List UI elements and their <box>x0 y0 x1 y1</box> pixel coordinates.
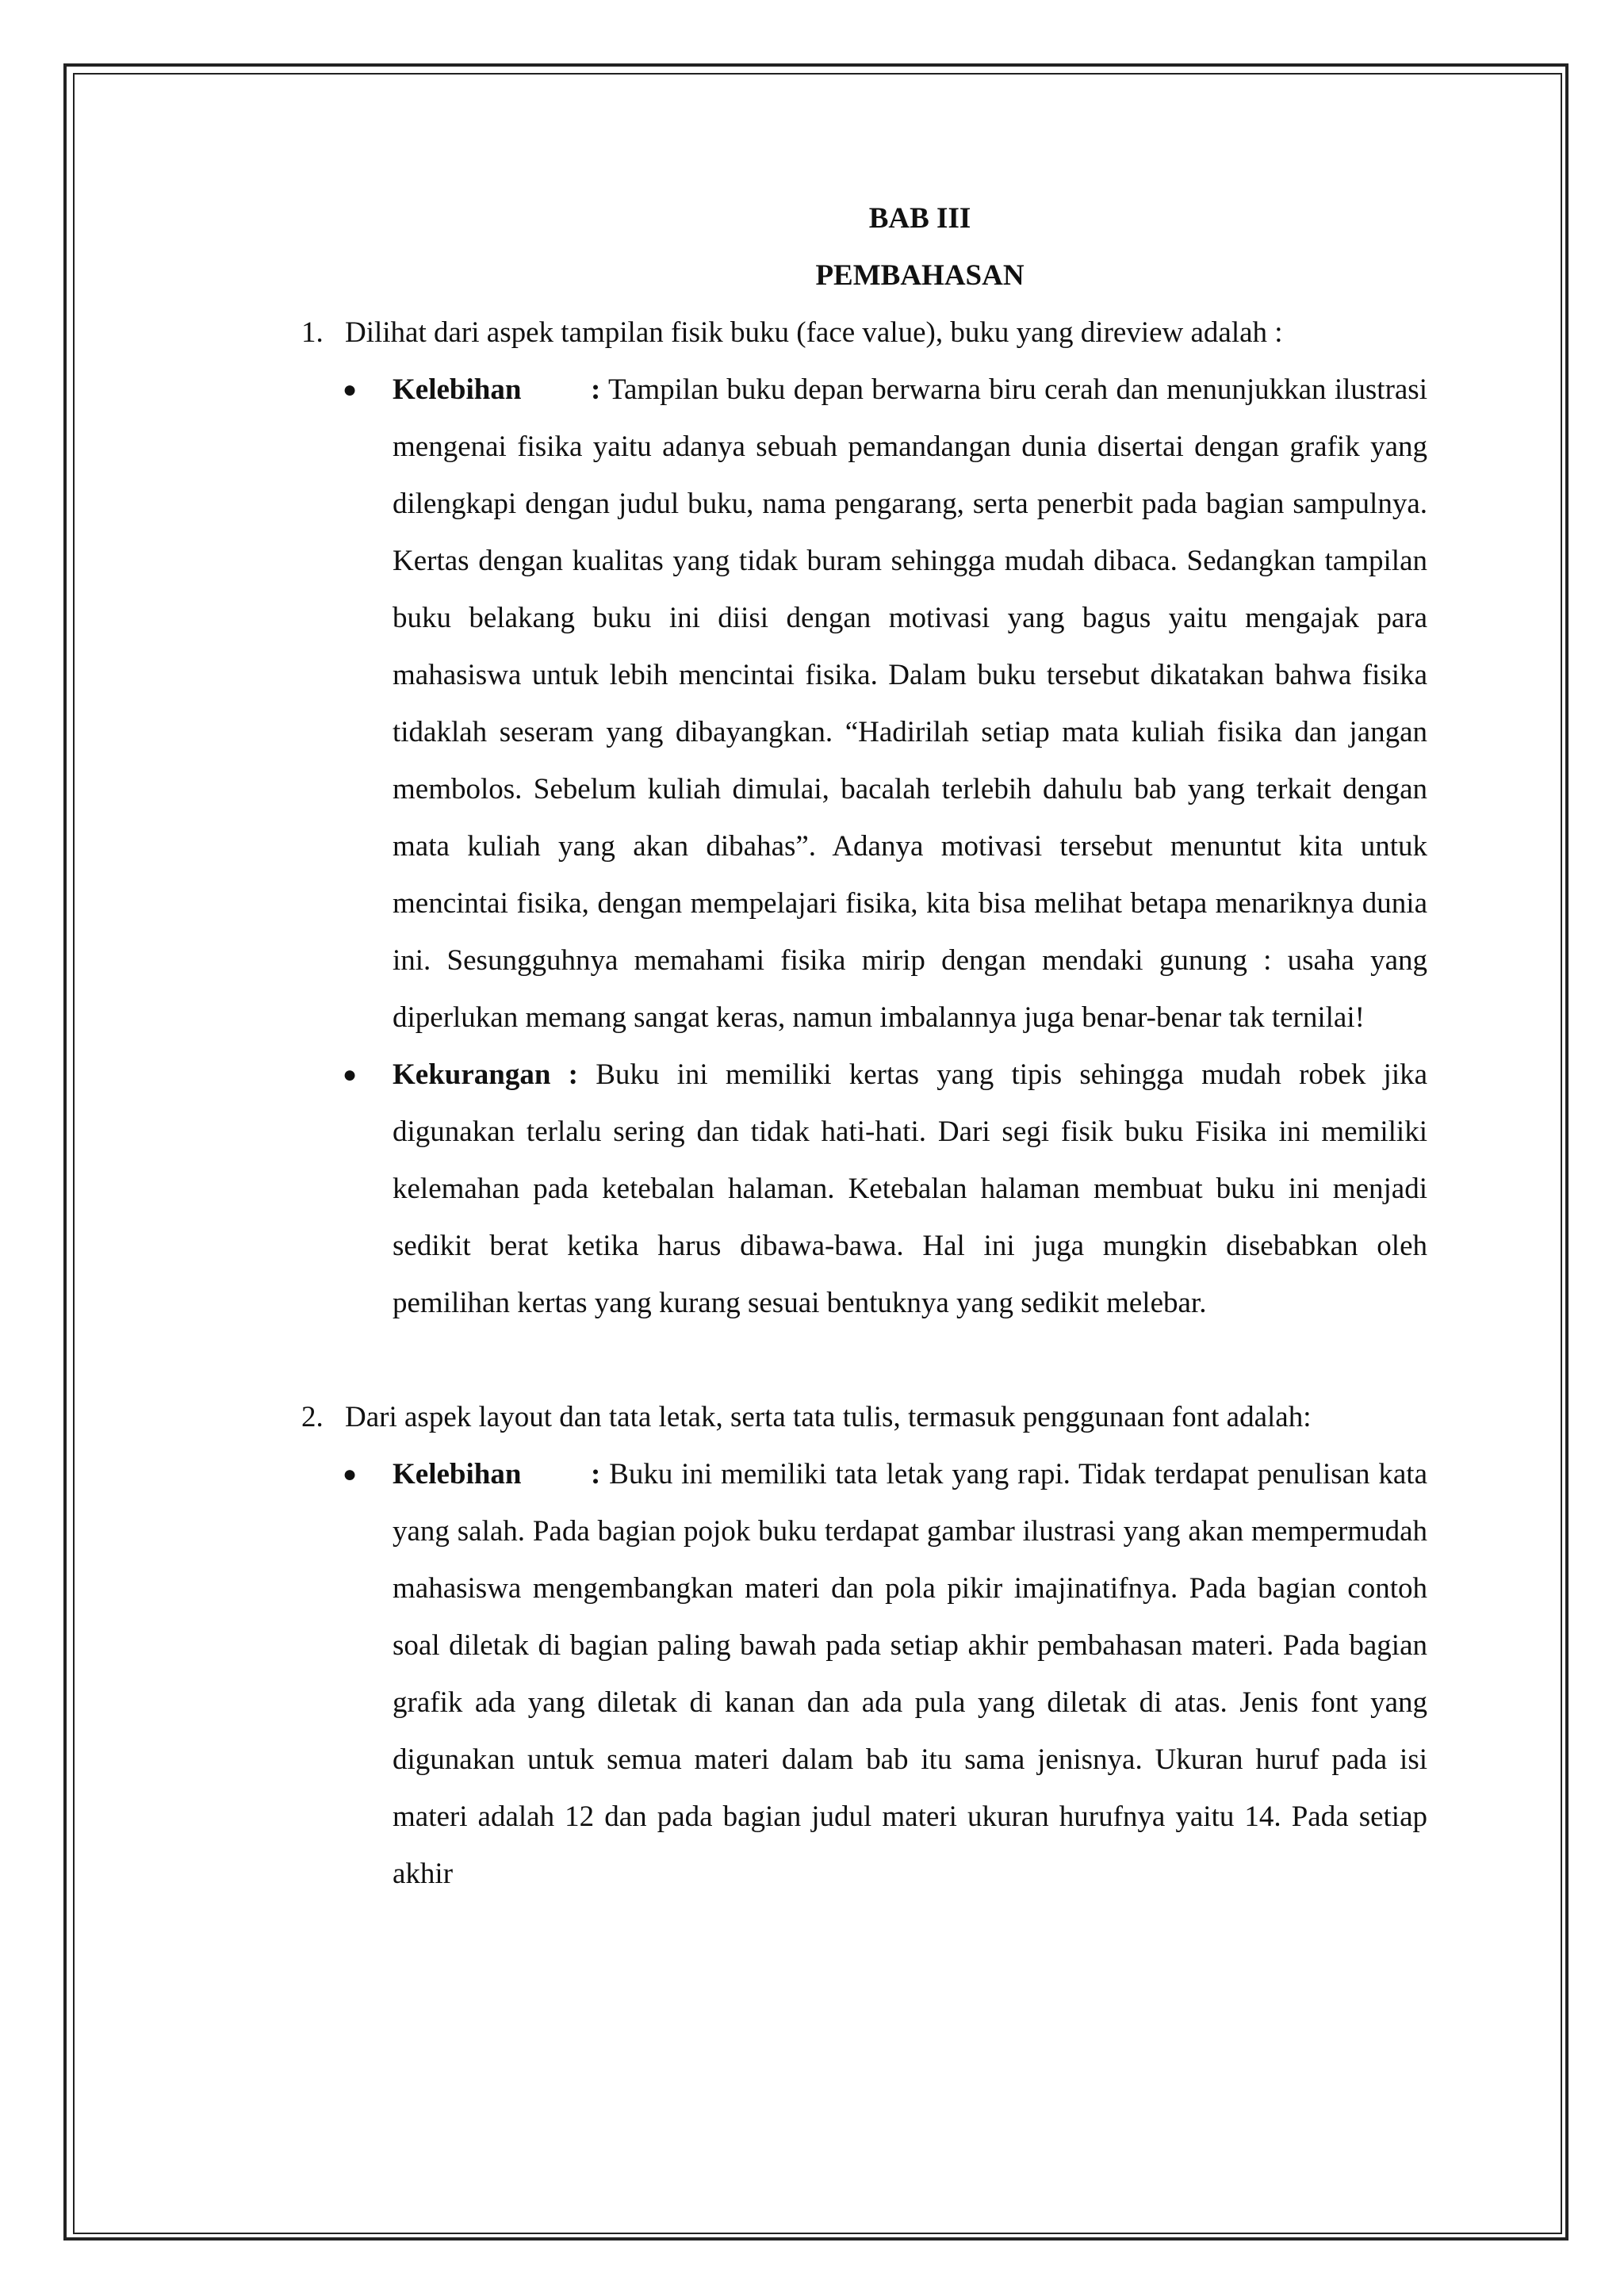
section-2-header <box>301 1389 1427 1446</box>
section-number: 1. <box>301 316 324 349</box>
section-heading: Dilihat dari aspek tampilan fisik buku (face value), buku yang direview adalah : <box>345 316 1283 349</box>
bullet-text: Buku ini memiliki kertas yang tipis sehingga mudah robek jika digunakan terlalu sering dan tidak hati-hati. Dari segi fisik buku Fisika ini memiliki kelemahan pada ketebalan halaman. Ketebalan halaman membuat buku ini menjadi sedikit berat ketika harus dibawa-bawa. Hal ini juga mungkin disebabkan oleh pemilihan kertas yang kurang sesuai bentuknya yang sedikit melebar. <box>393 1058 1428 1319</box>
bullet-text: Buku ini memiliki tata letak yang rapi. Tidak terdapat penulisan kata yang salah. Pada bagian pojok buku terdapat gambar ilustrasi yang akan mempermudah mahasiswa mengembangkan materi dan pola pikir imajinatifnya. Pada bagian contoh soal diletak di bagian paling bawah pada setiap akhir pembahasan materi. Pada bagian grafik ada yang diletak di kanan dan ada pula yang diletak di atas. Jenis font yang digunakan untuk semua materi dalam bab itu sama jenisnya. Ukuran huruf pada isi materi adalah 12 dan pada bagian judul materi ukuran hurufnya yaitu 14. Pada setiap akhir <box>393 1458 1427 1890</box>
bullet-dot-icon: ● <box>343 1062 358 1088</box>
bullet-separator: : <box>591 1458 601 1490</box>
section-spacer <box>301 1332 1427 1389</box>
section-number: 2. <box>301 1401 324 1433</box>
section-1-header <box>301 304 1427 362</box>
section-heading: Dari aspek layout dan tata letak, serta tata tulis, termasuk penggunaan font adalah: <box>345 1401 1312 1433</box>
bullet-separator: : <box>568 1058 578 1091</box>
section-1-bullets <box>301 362 1427 1332</box>
section-1 <box>301 304 1427 1332</box>
bullet-kelebihan <box>301 1446 1427 1903</box>
bullet-kelebihan <box>301 362 1427 1047</box>
bullet-text: Tampilan buku depan berwarna biru cerah dan menunjukkan ilustrasi mengenai fisika yaitu adanya sebuah pemandangan dunia disertai dengan grafik yang dilengkapi dengan judul buku, nama pengarang, serta penerbit pada bagian sampulnya. Kertas dengan kualitas yang tidak buram sehingga mudah dibaca. Sedangkan tampilan buku belakang buku ini diisi dengan motivasi yang bagus yaitu mengajak para mahasiswa untuk lebih mencintai fisika. Dalam buku tersebut dikatakan bahwa fisika tidaklah seseram yang dibayangkan. “Hadirilah setiap mata kuliah fisika dan jangan membolos. Sebelum kuliah dimulai, bacalah terlebih dahulu bab yang terkait dengan mata kuliah yang akan dibahas”. Adanya motivasi tersebut menuntut kita untuk mencintai fisika, dengan mempelajari fisika, kita bisa melihat betapa menariknya dunia ini. Sesungguhnya memahami fisika mirip dengan mendaki gunung : usaha yang diperlukan memang sangat keras, namun imbalannya juga benar-benar tak ternilai! <box>393 373 1427 1034</box>
page-content <box>301 190 1427 1903</box>
bullet-dot-icon: ● <box>343 377 358 403</box>
bullet-label: Kelebihan <box>393 373 522 406</box>
section-2-bullets <box>301 1446 1427 1903</box>
bullet-dot-icon: ● <box>343 1461 358 1487</box>
section-2 <box>301 1389 1427 1903</box>
bullet-label: Kekurangan <box>393 1058 551 1091</box>
chapter-heading: BAB III <box>868 202 971 235</box>
chapter-title: PEMBAHASAN <box>815 259 1025 292</box>
bullet-kekurangan <box>301 1047 1427 1332</box>
bullet-label: Kelebihan <box>393 1458 522 1490</box>
bullet-separator: : <box>591 373 601 406</box>
